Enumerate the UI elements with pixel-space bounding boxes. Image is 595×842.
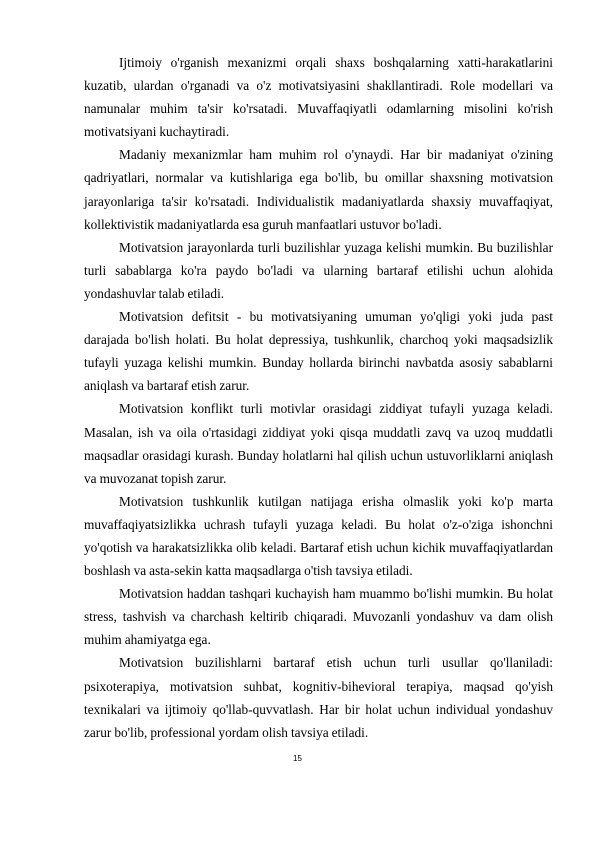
paragraph-motivation-deficit: Motivatsion defitsit - bu motivatsiyaning umuman yo'qligi yoki juda past darajada bo'lish holati. Bu holat depressiya, tushkunlik, charchoq yoki maqsadsizlik tufayli yuzaga kelishi mumkin. Bunday hollarda birinchi navbatda asosiy sabablarni aniqlash va bartaraf etish zarur. bbox=[84, 309, 553, 394]
paragraph-motivation-conflict: Motivatsion konflikt turli motivlar orasidagi ziddiyat tufayli yuzaga keladi. Masalan, ish va oila o'rtasidagi ziddiyat yoki qisqa muddatli zavq va uzoq muddatli maqsadlar orasidagi kurash. Bunday holatlarni hal qilish uchun ustuvorliklarni aniqlash va muvozanat topish zarur. bbox=[84, 401, 553, 486]
paragraph-motivation-disorders: Motivatsion jarayonlarda turli buzilishlar yuzaga kelishi mumkin. Bu buzilishlar turli sabablarga ko'ra paydo bo'ladi va ularning bartaraf etilishi uchun alohida yondashuvlar talab etiladi. bbox=[84, 239, 553, 301]
paragraph-cultural-mechanisms: Madaniy mexanizmlar ham muhim rol o'ynaydi. Har bir madaniyat o'zining qadriyatlari, normalar va kutishlariga ega bo'lib, bu omillar shaxsning motivatsion jarayonlariga ta'sir ko'rsatadi. Individualistik madaniyatlarda shaxsiy muvaffaqiyat, kollektivistik madaniyatlarda esa guruh manfaatlari ustuvor bo'ladi. bbox=[84, 147, 553, 232]
paragraph-social-learning: Ijtimoiy o'rganish mexanizmi orqali shaxs boshqalarning xatti-harakatlarini kuzatib, ulardan o'rganadi va o'z motivatsiyasini shakllantiradi. Role modellari va namunalar muhim ta'sir ko'rsatadi. Muvaffaqiyatli odamlarning misolini ko'rish motivatsiyani kuchaytiradi. bbox=[84, 55, 553, 140]
paragraph-motivation-frustration: Motivatsion tushkunlik kutilgan natijaga erisha olmaslik yoki ko'p marta muvaffaqiyatsizlikka uchrash tufayli yuzaga keladi. Bu holat o'z-o'ziga ishonchni yo'qotish va harakatsizlikka olib keladi. Bartaraf etish uchun kichik muvaffaqiyatlardan boshlash va asta-sekin katta maqsadlarga o'tish tavsiya etiladi. bbox=[84, 493, 553, 579]
paragraph-remediation-methods: Motivatsion buzilishlarni bartaraf etish uchun turli usullar qo'llaniladi: psixoterapiya, motivatsion suhbat, kognitiv-bihevioral terapiya, maqsad qo'yish texnikalari va ijtimoiy qo'llab-quvvatlash. Har bir holat uchun individual yondashuv zarur bo'lib, professional yordam olish tavsiya etiladi. bbox=[84, 655, 553, 740]
paragraph-motivation-overload: Motivatsion haddan tashqari kuchayish ham muammo bo'lishi mumkin. Bu holat stress, tashvish va charchash keltirib chiqaradi. Muvozanli yondashuv va dam olish muhim ahamiyatga ega. bbox=[84, 586, 553, 648]
page-number: 15 bbox=[293, 754, 302, 763]
document-body bbox=[84, 51, 553, 744]
